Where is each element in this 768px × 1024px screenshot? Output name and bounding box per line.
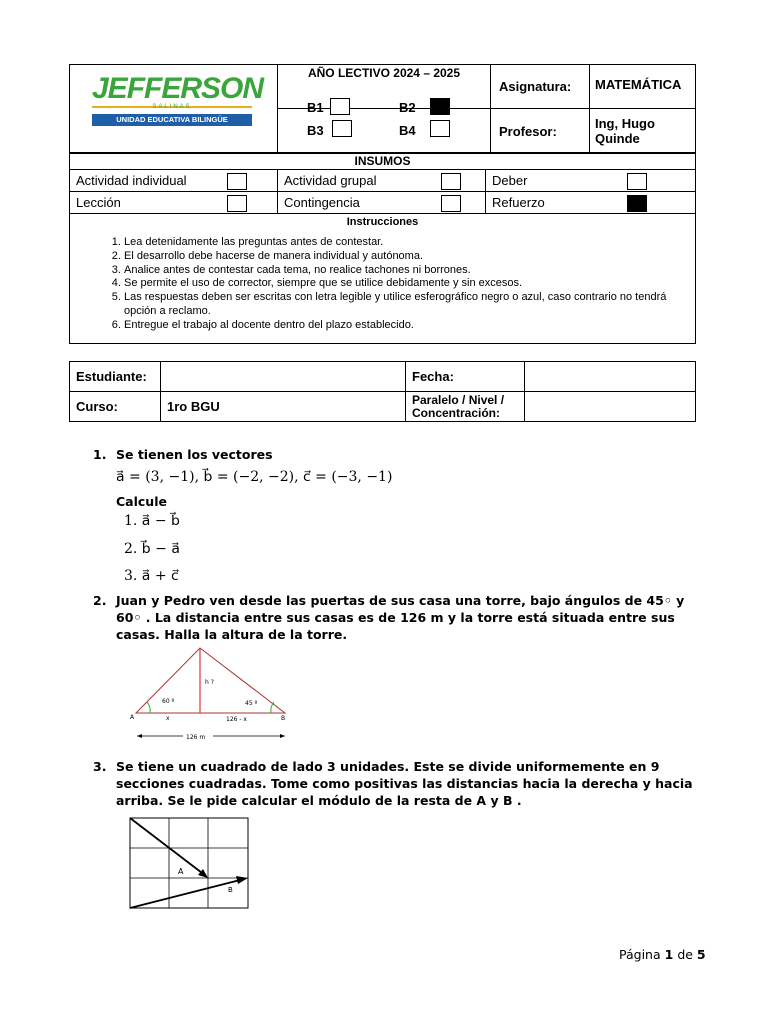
insumos-title: INSUMOS [70,153,696,170]
q1-item: 2. b⃗ − a⃗ [124,541,180,557]
q1-item: 3. a⃗ + c⃗ [124,568,179,584]
instruccion-item: 6. Entregue el trabajo al docente dentro del plazo establecido. [124,319,669,333]
curso-label: Curso: [70,392,161,422]
angle-a-label: 60 º [162,698,175,705]
b4-label: B4 [399,123,416,138]
angle-b-label: 45 º [245,700,258,707]
b1-checkbox[interactable] [330,98,350,115]
logo-cell [70,65,278,154]
insumo-label: Contingencia [284,195,360,210]
point-b-label: B [281,715,286,722]
insumo-checkbox[interactable] [441,195,461,212]
instruccion-item: 3. Analice antes de contestar cada tema, no realice tachones ni borrones. [124,264,669,278]
insumo-leccion [70,192,278,214]
asignatura-value: MATEMÁTICA [590,65,696,109]
pagina-label: Página [619,947,661,962]
fecha-label: Fecha: [406,362,525,392]
b3-label: B3 [307,123,324,138]
logo-sub: SALINAS [152,104,192,110]
q1-item: 1. a⃗ − b⃗ [124,513,180,529]
insumo-refuerzo [486,192,696,214]
insumo-checkbox[interactable] [227,173,247,190]
arrow-head [137,734,142,738]
q2-number: 2. [93,593,107,608]
angle-arc [147,702,150,713]
insumo-actividad-individual [70,170,278,192]
student-table [69,361,696,422]
q1-vectors: a⃗ = (3, −1), b⃗ = (−2, −2), c⃗ = (−3, −1) [116,469,393,485]
insumo-label: Actividad individual [76,173,187,188]
paralelo-label: Paralelo / Nivel / Concentración: [406,392,525,422]
point-a-label: A [130,714,135,721]
vector-a [130,818,206,876]
vector-a-label: A [178,867,184,876]
x2-label: 126 - x [226,716,247,723]
estudiante-label: Estudiante: [70,362,161,392]
bimestre-cell [278,100,491,154]
vector-b-label: B [228,886,233,894]
q3-text: Se tiene un cuadrado de lado 3 unidades. Este se divide uniformemente en 9 secciones cuadradas. Tome como positivas las distancias hacia la derecha y hacia arriba. Se le pide calcular el módulo de la resta de A y B . [116,759,693,808]
q1-number: 1. [93,447,107,462]
total-label: 126 m [186,734,206,741]
estudiante-field[interactable] [161,362,406,392]
arrow-head [280,734,285,738]
fecha-field[interactable] [525,362,696,392]
logo [70,74,277,144]
asignatura-label: Asignatura: [491,65,590,109]
b4-checkbox[interactable] [430,120,450,137]
de-label: de [677,947,693,962]
insumo-contingencia [278,192,486,214]
page-footer [619,947,706,962]
insumos-table [69,152,696,344]
vector-b [130,879,244,908]
instruccion-item: 2. El desarrollo debe hacerse de manera individual y autónoma. [124,250,669,264]
profesor-value: Ing, Hugo Quinde [590,109,696,154]
header-table [69,64,696,154]
instrucciones-list [71,236,694,333]
insumo-label: Actividad grupal [284,173,377,188]
insumo-label: Refuerzo [492,195,545,210]
curso-value: 1ro BGU [161,392,406,422]
insumo-checkbox[interactable] [627,195,647,212]
q2-text: Juan y Pedro ven desde las puertas de sus casa una torre, bajo ángulos de 45◦ y 60◦ . La distancia entre sus casas es de 126 m y la torre está situada entre sus casas. Halla la altura de la torre. [116,593,685,642]
triangle-figure [125,640,295,745]
b2-label: B2 [399,100,416,115]
x-label: x [166,715,170,722]
instrucciones-title: Instrucciones [346,216,419,228]
logo-band: UNIDAD EDUCATIVA BILINGÜE [92,114,252,126]
profesor-label: Profesor: [491,109,590,154]
grid-figure [128,816,252,912]
paralelo-field[interactable] [525,392,696,422]
instruccion-item: 5. Las respuestas deben ser escritas con letra legible y utilice esferográfico negro o azul, caso contrario no tendrá opción a reclamo. [124,291,669,319]
insumo-label: Deber [492,173,528,188]
insumo-checkbox[interactable] [441,173,461,190]
q1-text: Se tienen los vectores [116,447,273,462]
insumo-checkbox[interactable] [627,173,647,190]
q3-number: 3. [93,759,107,774]
height-label: h ? [205,679,214,686]
instruccion-item: 4. Se permite el uso de corrector, siempre que se utilice debidamente y sin excesos. [124,277,669,291]
q1-calcule: Calcule [116,494,167,509]
page-total: 5 [696,947,706,962]
instrucciones-cell [70,214,696,344]
b1-label: B1 [307,100,324,115]
insumo-actividad-grupal [278,170,486,192]
b2-checkbox[interactable] [430,98,450,115]
b3-checkbox[interactable] [332,120,352,137]
insumo-label: Lección [76,195,121,210]
insumo-checkbox[interactable] [227,195,247,212]
logo-name: JEFFERSON [92,72,264,105]
instruccion-item: 1. Lea detenidamente las preguntas antes de contestar. [124,236,669,250]
school-year: AÑO LECTIVO 2024 – 2025 [307,66,461,80]
page-current: 1 [664,947,674,962]
insumo-deber [486,170,696,192]
vector-b-head [236,876,248,884]
